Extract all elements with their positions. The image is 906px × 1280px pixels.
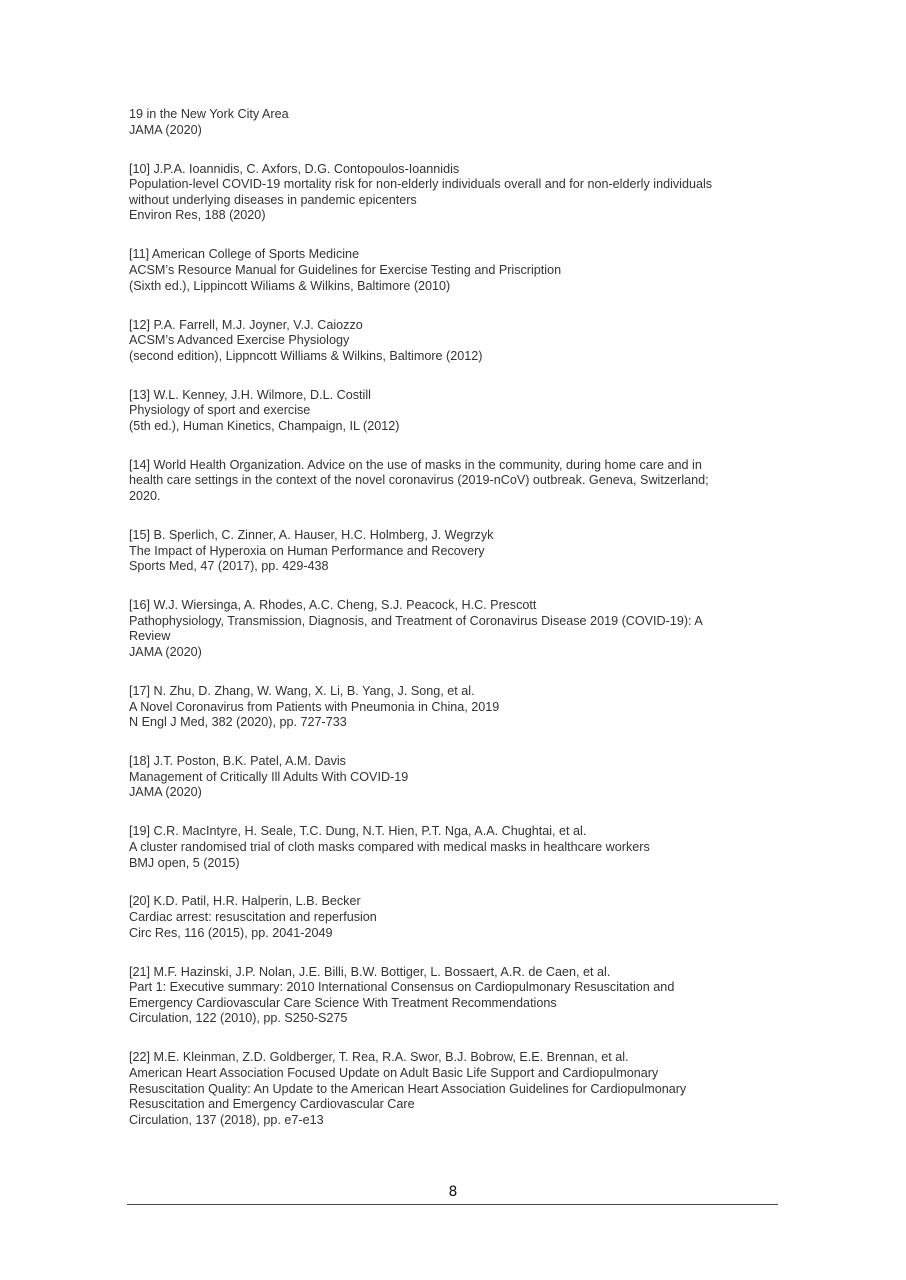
reference-line: N Engl J Med, 382 (2020), pp. 727-733 <box>129 715 347 730</box>
reference-line: Cardiac arrest: resuscitation and reperfusion <box>129 910 377 925</box>
reference-line: JAMA (2020) <box>129 644 202 659</box>
reference-line: 19 in the New York City Area <box>129 107 289 121</box>
reference-entry <box>129 247 779 294</box>
reference-line: [19] C.R. MacIntyre, H. Seale, T.C. Dung, N.T. Hien, P.T. Nga, A.A. Chughtai, et al. <box>129 824 587 839</box>
reference-entry <box>129 528 779 575</box>
reference-line: A cluster randomised trial of cloth masks compared with medical masks in healthcare workers <box>129 839 650 854</box>
reference-entry <box>129 162 779 224</box>
reference-line: Circulation, 137 (2018), pp. e7-e13 <box>129 1112 324 1127</box>
reference-entry <box>129 754 779 801</box>
reference-line: Pathophysiology, Transmission, Diagnosis, and Treatment of Coronavirus Disease 2019 (COVID-19): A <box>129 613 703 628</box>
reference-entry <box>129 1050 779 1128</box>
reference-line: [14] World Health Organization. Advice on the use of masks in the community, during home care and in <box>129 457 702 472</box>
reference-line: health care settings in the context of the novel coronavirus (2019-nCoV) outbreak. Geneva, Switzerland; <box>129 473 709 488</box>
reference-line: BMJ open, 5 (2015) <box>129 855 240 870</box>
reference-line: Resuscitation and Emergency Cardiovascular Care <box>129 1097 415 1112</box>
reference-line: ACSM’s Resource Manual for Guidelines for Exercise Testing and Priscription <box>129 262 562 277</box>
reference-line: Population-level COVID-19 mortality risk for non-elderly individuals overall and for non-elderly individuals <box>129 177 713 192</box>
reference-line: (second edition), Lippncott Williams & Wilkins, Baltimore (2012) <box>129 348 483 363</box>
reference-line: ACSM’s Advanced Exercise Physiology <box>129 333 350 348</box>
reference-line: [21] M.F. Hazinski, J.P. Nolan, J.E. Billi, B.W. Bottiger, L. Bossaert, A.R. de Caen, et al. <box>129 964 611 979</box>
reference-line: [22] M.E. Kleinman, Z.D. Goldberger, T. Rea, R.A. Swor, B.J. Bobrow, E.E. Brennan, et al. <box>129 1050 629 1065</box>
reference-line: [10] J.P.A. Ioannidis, C. Axfors, D.G. Contopoulos-Ioannidis <box>129 161 460 176</box>
reference-line: [13] W.L. Kenney, J.H. Wilmore, D.L. Costill <box>129 387 371 402</box>
reference-entry <box>129 107 779 138</box>
reference-entry <box>129 318 779 365</box>
reference-line: Physiology of sport and exercise <box>129 403 311 418</box>
reference-line: without underlying diseases in pandemic epicenters <box>129 192 417 207</box>
reference-line: [17] N. Zhu, D. Zhang, W. Wang, X. Li, B. Yang, J. Song, et al. <box>129 683 475 698</box>
reference-line: A Novel Coronavirus from Patients with Pneumonia in China, 2019 <box>129 699 500 714</box>
reference-line: American Heart Association Focused Update on Adult Basic Life Support and Cardiopulmonary <box>129 1066 659 1081</box>
page-number: 8 <box>448 1184 458 1200</box>
reference-entry <box>129 965 779 1027</box>
reference-line: [12] P.A. Farrell, M.J. Joyner, V.J. Caiozzo <box>129 317 363 332</box>
reference-line: Circ Res, 116 (2015), pp. 2041-2049 <box>129 925 333 940</box>
reference-line: JAMA (2020) <box>129 122 202 137</box>
footer-rule <box>127 1204 778 1205</box>
reference-line: Circulation, 122 (2010), pp. S250-S275 <box>129 1011 348 1026</box>
reference-line: [15] B. Sperlich, C. Zinner, A. Hauser, H.C. Holmberg, J. Wegrzyk <box>129 528 494 543</box>
reference-line: 2020. <box>129 489 161 504</box>
reference-entry <box>129 388 779 435</box>
reference-line: Sports Med, 47 (2017), pp. 429-438 <box>129 559 329 574</box>
reference-line: JAMA (2020) <box>129 785 202 800</box>
reference-list <box>129 107 779 1152</box>
reference-line: The Impact of Hyperoxia on Human Performance and Recovery <box>129 543 485 558</box>
reference-line: Management of Critically Ill Adults With COVID-19 <box>129 769 409 784</box>
reference-line: Emergency Cardiovascular Care Science With Treatment Recommendations <box>129 995 557 1010</box>
reference-entry <box>129 894 779 941</box>
reference-line: (5th ed.), Human Kinetics, Champaign, IL (2012) <box>129 418 400 433</box>
reference-entry <box>129 824 779 871</box>
reference-entry <box>129 458 779 505</box>
reference-line: Resuscitation Quality: An Update to the American Heart Association Guidelines for Cardiopulmonary <box>129 1081 687 1096</box>
reference-line: Part 1: Executive summary: 2010 International Consensus on Cardiopulmonary Resuscitation and <box>129 980 675 995</box>
reference-entry <box>129 684 779 731</box>
reference-line: [16] W.J. Wiersinga, A. Rhodes, A.C. Cheng, S.J. Peacock, H.C. Prescott <box>129 598 537 613</box>
reference-line: [20] K.D. Patil, H.R. Halperin, L.B. Becker <box>129 894 361 909</box>
reference-line: [18] J.T. Poston, B.K. Patel, A.M. Davis <box>129 754 346 769</box>
reference-line: Review <box>129 629 171 644</box>
reference-line: (Sixth ed.), Lippincott Wiliams & Wilkins, Baltimore (2010) <box>129 278 451 293</box>
reference-line: Environ Res, 188 (2020) <box>129 208 266 223</box>
reference-line: [11] American College of Sports Medicine <box>129 247 360 262</box>
reference-entry <box>129 598 779 660</box>
